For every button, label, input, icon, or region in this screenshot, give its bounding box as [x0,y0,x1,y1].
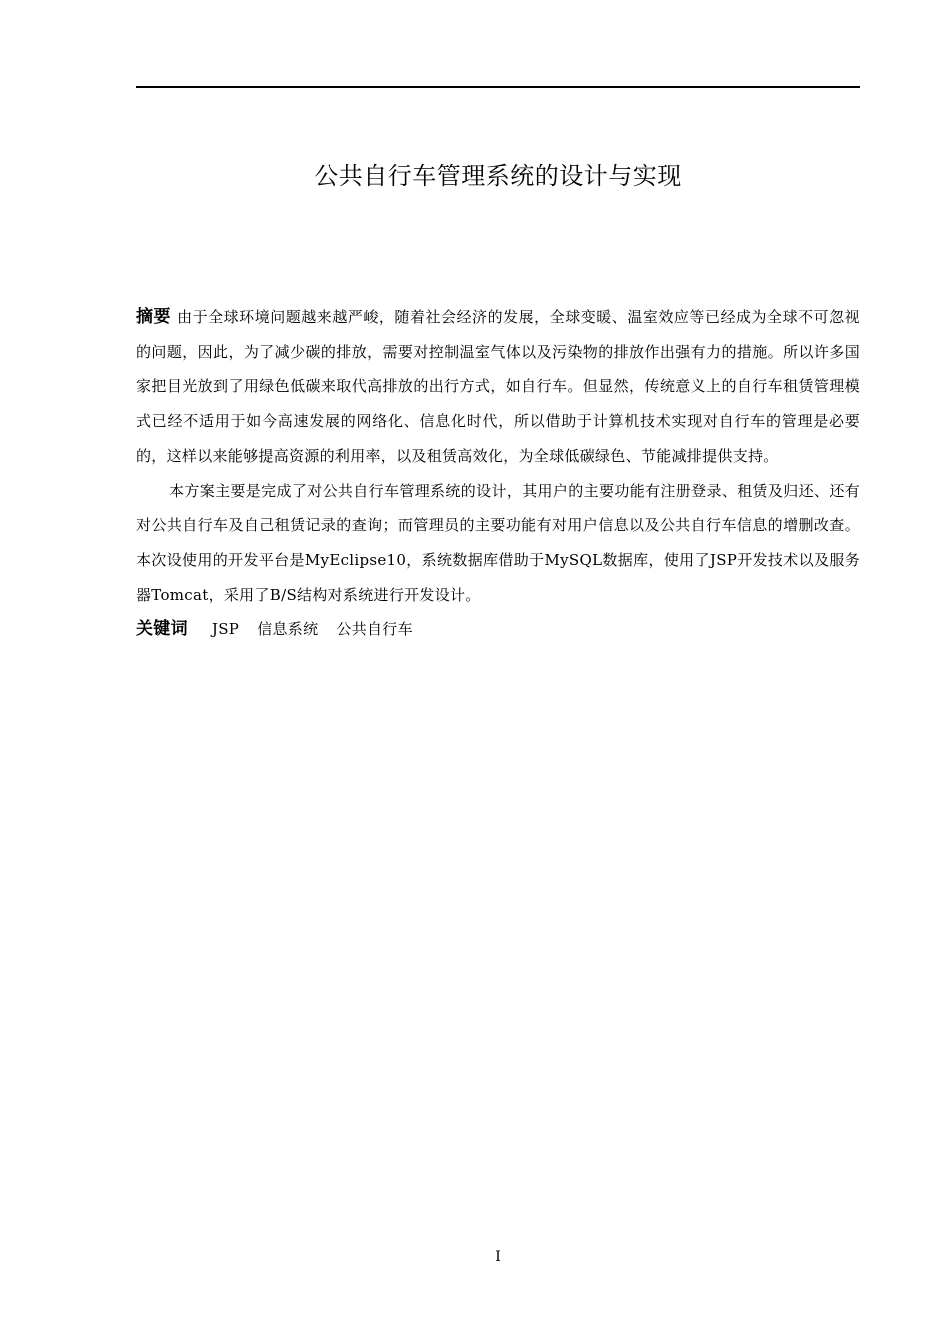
keywords-line [136,612,860,647]
keyword-item: 信息系统 [257,620,319,639]
abstract-label: 摘要 [136,307,172,327]
abstract-paragraph-1 [136,300,860,474]
page-number: I [495,1249,501,1265]
keyword-item: 公共自行车 [336,620,413,639]
document-title: 公共自行车管理系统的设计与实现 [314,162,682,190]
abstract-section [136,300,860,647]
abstract-text-1: 由于全球环境问题越来越严峻，随着社会经济的发展，全球变暖、温室效应等已经成为全球不可忽视的问题，因此，为了减少碳的排放，需要对控制温室气体以及污染物的排放作出强有力的措施。所以许多国家把目光放到了用绿色低碳来取代高排放的出行方式，如自行车。但显然，传统意义上的自行车租赁管理模式已经不适用于如今高速发展的网络化、信息化时代，所以借助于计算机技术实现对自行车的管理是必要的，这样以来能够提高资源的利用率，以及租赁高效化，为全球低碳绿色、节能减排提供支持。 [136,308,860,465]
header-rule [136,86,860,88]
keywords-label: 关键词 [136,619,188,640]
abstract-paragraph-2: 本方案主要是完成了对公共自行车管理系统的设计，其用户的主要功能有注册登录、租赁及归还、还有对公共自行车及自己租赁记录的查询；而管理员的主要功能有对用户信息以及公共自行车信息的增删改查。本次设使用的开发平台是MyEclipse10，系统数据库借助于MySQL数据库，使用了JSP开发技术以及服务器Tomcat，采用了B/S结构对系统进行开发设计。 [136,481,860,604]
keyword-item: JSP [211,620,240,639]
